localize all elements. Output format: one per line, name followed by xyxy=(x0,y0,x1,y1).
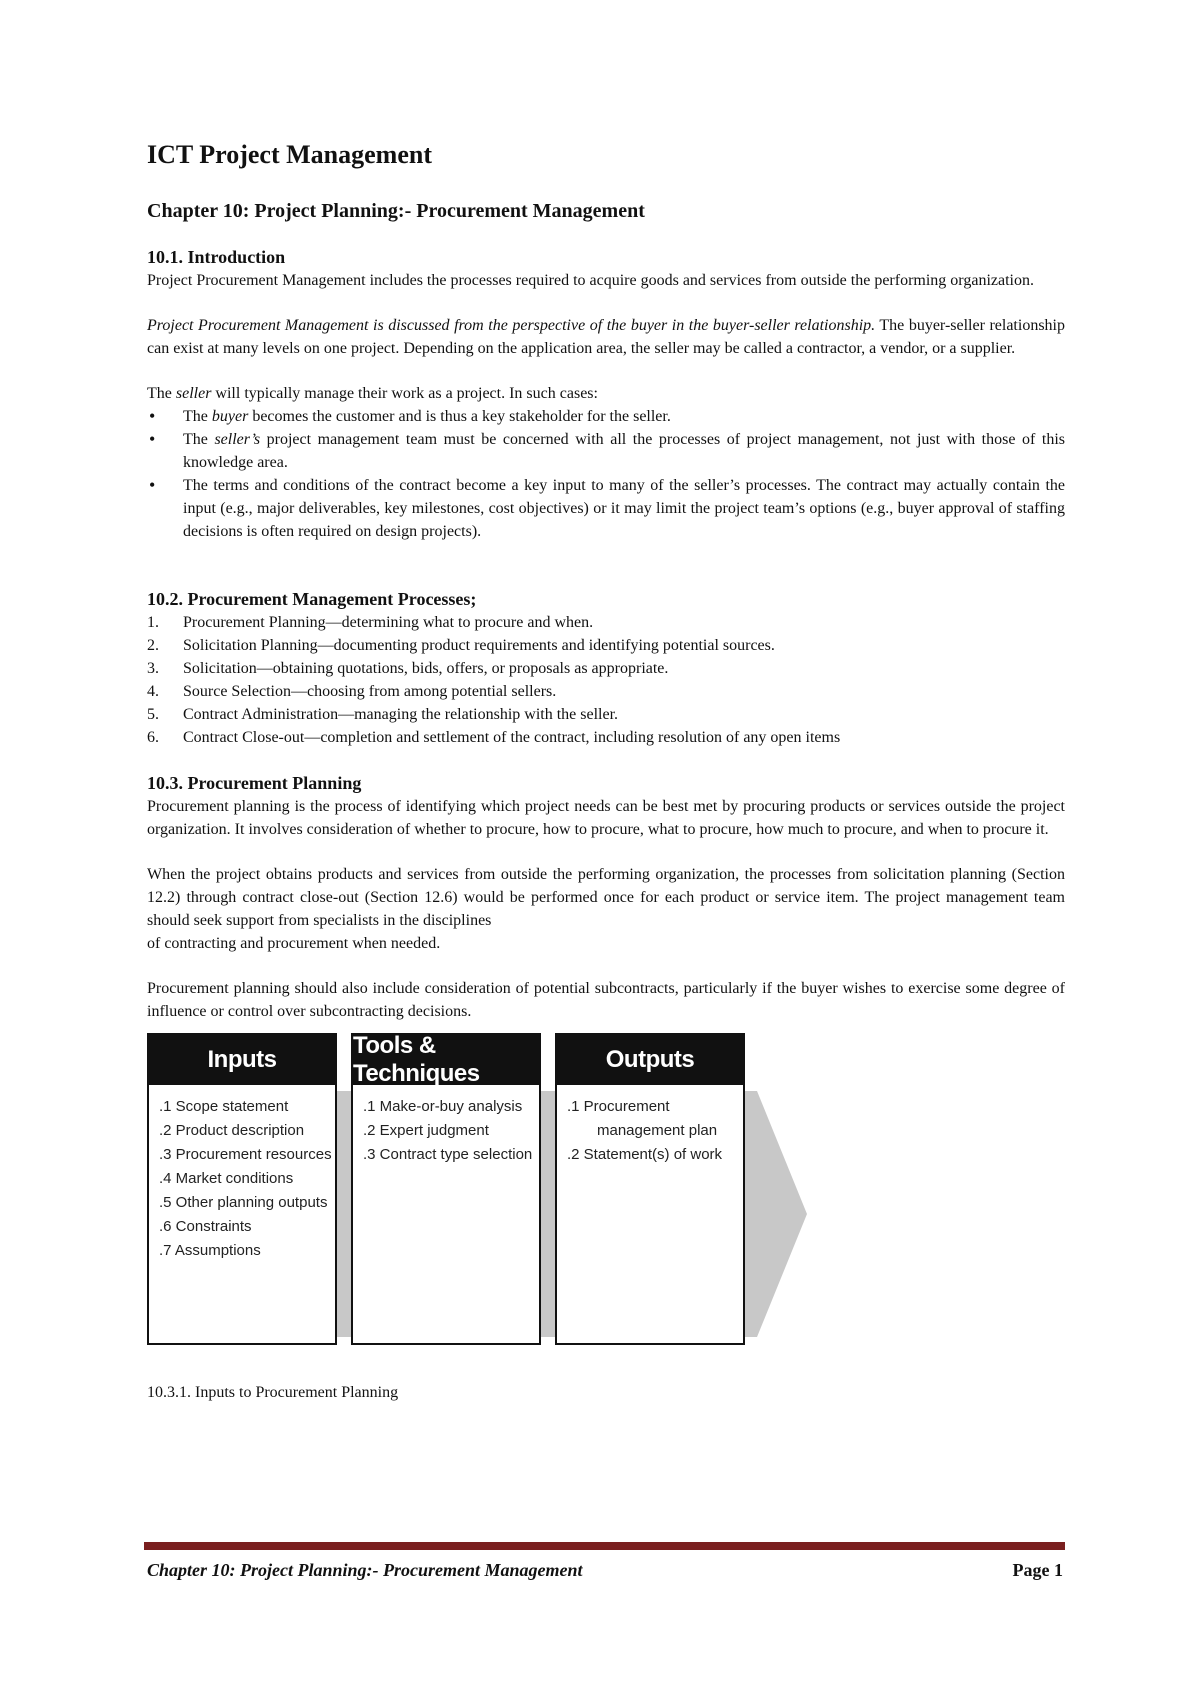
process-number: 4. xyxy=(147,683,159,700)
text-run: project management team must be concerned with all the processes of project management, not just with those of this knowledge area. xyxy=(183,431,1065,471)
intro-paragraph-3 xyxy=(147,382,1065,405)
output-item: .2 Statement(s) of work xyxy=(567,1146,723,1163)
section-heading-procurement-planning: 10.3. Procurement Planning xyxy=(147,773,362,793)
bullet-item xyxy=(183,428,1065,474)
seller-emphasis: seller’s xyxy=(214,431,261,448)
process-item xyxy=(147,703,1065,726)
diagram-item: .1 Make-or-buy analysis xyxy=(363,1098,523,1115)
text-run: The xyxy=(183,408,212,425)
seller-bullet-list xyxy=(147,405,1065,543)
process-text: Solicitation Planning—documenting product requirements and identifying potential sources. xyxy=(183,637,775,654)
process-text: Procurement Planning—determining what to procure and when. xyxy=(183,614,594,631)
text-run: becomes the customer and is thus a key stakeholder for the seller. xyxy=(248,408,671,425)
process-item xyxy=(147,611,1065,634)
inputs-column xyxy=(147,1033,337,1345)
chapter-heading: Chapter 10: Project Planning:- Procurement Management xyxy=(147,200,645,222)
outputs-header: Outputs xyxy=(557,1035,743,1085)
process-number: 6. xyxy=(147,729,159,746)
process-number: 5. xyxy=(147,706,159,723)
footer-divider xyxy=(144,1542,1065,1550)
process-item xyxy=(147,680,1065,703)
diagram-item: .1 Scope statement xyxy=(159,1098,289,1115)
page-number: Page 1 xyxy=(1012,1560,1063,1580)
process-text: Contract Close-out—completion and settlement of the contract, including resolution of any open items xyxy=(183,729,841,746)
seller-emphasis: seller xyxy=(175,385,212,402)
section-heading-processes: 10.2. Procurement Management Processes; xyxy=(147,589,477,609)
process-item xyxy=(147,726,1065,749)
outputs-column xyxy=(555,1033,745,1345)
process-diagram xyxy=(147,1033,817,1351)
page-footer xyxy=(147,1560,1063,1581)
tools-list xyxy=(353,1085,539,1167)
subsection-inputs: 10.3.1. Inputs to Procurement Planning xyxy=(147,1384,399,1401)
intro-paragraph-2-rest: The buyer-seller relationship can exist at many levels on one project. Depending on the application area, the seller may be called a contractor, a vendor, or a supplier. xyxy=(147,317,1065,357)
process-number: 3. xyxy=(147,660,159,677)
process-item xyxy=(147,657,1065,680)
diagram-item: .7 Assumptions xyxy=(159,1242,261,1259)
document-title: ICT Project Management xyxy=(147,140,432,169)
planning-paragraph-2b: of contracting and procurement when needed. xyxy=(147,935,441,952)
diagram-item: .2 Product description xyxy=(159,1122,305,1139)
diagram-item: .2 Expert judgment xyxy=(363,1122,489,1139)
processes-list xyxy=(147,611,1065,749)
tools-header: Tools & Techniques xyxy=(353,1035,539,1085)
inputs-list xyxy=(149,1085,335,1263)
diagram-item: .5 Other planning outputs xyxy=(159,1194,328,1211)
text-run: The xyxy=(147,385,176,402)
text-run: will typically manage their work as a project. In such cases: xyxy=(211,385,598,402)
document-page xyxy=(147,140,1065,1404)
footer-title: Chapter 10: Project Planning:- Procurement Management xyxy=(147,1560,583,1580)
diagram-item: .6 Constraints xyxy=(159,1218,252,1235)
intro-paragraph-1: Project Procurement Management includes the processes required to acquire goods and services from outside the performing organization. xyxy=(147,272,1034,289)
diagram-item: .3 Contract type selection xyxy=(363,1146,533,1163)
intro-paragraph-2 xyxy=(147,314,1065,360)
section-heading-introduction: 10.1. Introduction xyxy=(147,247,286,267)
buyer-emphasis: buyer xyxy=(211,408,249,425)
process-text: Source Selection—choosing from among potential sellers. xyxy=(183,683,557,700)
planning-paragraph-3: Procurement planning should also include consideration of potential subcontracts, particularly if the buyer wishes to exercise some degree of influence or control over subcontracting decisions. xyxy=(147,980,1065,1020)
inputs-header: Inputs xyxy=(149,1035,335,1085)
planning-paragraph-1: Procurement planning is the process of identifying which project needs can be best met by procuring products or services outside the project organization. It involves consideration of whether to procure, how to procure, what to procure, how much to procure, and when to procure it. xyxy=(147,798,1065,838)
text-run: The xyxy=(183,431,215,448)
intro-emphasis: Project Procurement Management is discussed from the perspective of the buyer in the buyer-seller relationship. xyxy=(147,317,876,334)
tools-column xyxy=(351,1033,541,1345)
diagram-item: .4 Market conditions xyxy=(159,1170,294,1187)
output-item-continued: management plan xyxy=(597,1122,718,1139)
bullet-item: • The terms and conditions of the contract become a key input to many of the seller’s processes. The contract may actually contain the input (e.g., major deliverables, key milestones, cost objectives) or it may limit the project team’s options (e.g., buyer approval of staffing decisions is often required on design projects). xyxy=(183,474,1065,543)
output-item: .1 Procurement xyxy=(567,1098,670,1115)
process-text: Solicitation—obtaining quotations, bids, offers, or proposals as appropriate. xyxy=(183,660,669,677)
diagram-item: .3 Procurement resources xyxy=(159,1146,332,1163)
process-number: 1. xyxy=(147,614,159,631)
outputs-list xyxy=(557,1085,743,1167)
planning-paragraph-2: When the project obtains products and services from outside the performing organization, the processes from solicitation planning (Section 12.2) through contract close-out (Section 12.6) would be performed once for each product or service item. The project management team should seek support from specialists in the disciplines xyxy=(147,866,1065,929)
bullet-item xyxy=(183,405,1065,428)
process-text: Contract Administration—managing the relationship with the seller. xyxy=(183,706,619,723)
process-item xyxy=(147,634,1065,657)
process-number: 2. xyxy=(147,637,159,654)
